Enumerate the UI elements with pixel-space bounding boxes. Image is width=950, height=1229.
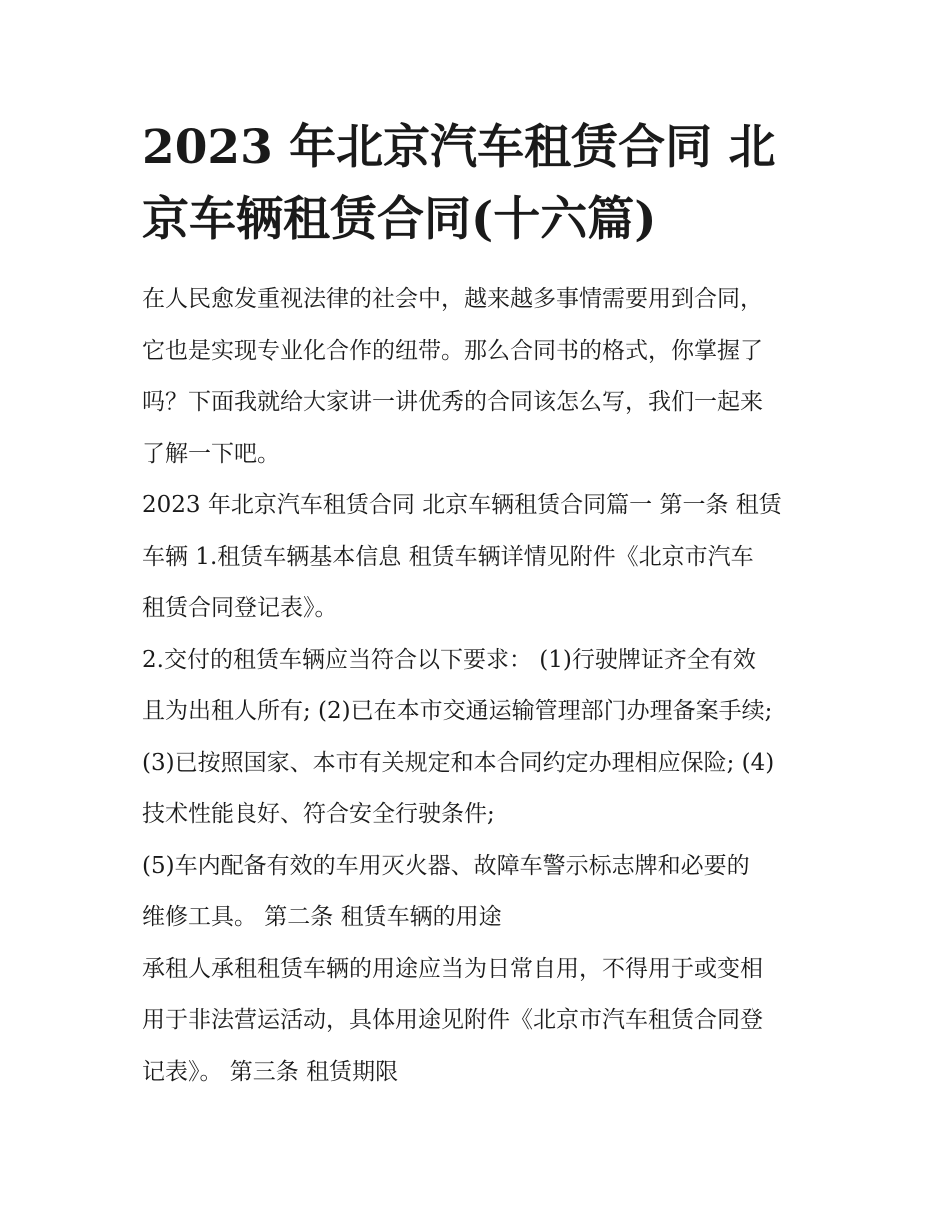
title-line: 2023 年北京汽车租赁合同 北	[142, 120, 776, 175]
text-line: 且为出租人所有; (2)已在本市交通运输管理部门办理备案手续;	[142, 698, 773, 724]
usage-paragraph	[142, 944, 814, 1099]
text-line: 在人民愈发重视法律的社会中，越来越多事情需要用到合同，	[142, 286, 763, 312]
text-line: 吗？下面我就给大家讲一讲优秀的合同该怎么写，我们一起来	[142, 389, 763, 415]
text-line: 承租人承租租赁车辆的用途应当为日常自用，不得用于或变相	[142, 955, 763, 982]
delivery-requirements-paragraph	[142, 635, 814, 841]
article-one-paragraph	[142, 480, 814, 635]
text-line: 记表》。 第三条 租赁期限	[142, 1058, 399, 1085]
text-line: 用于非法营运活动，具体用途见附件《北京市汽车租赁合同登	[142, 1007, 763, 1033]
text-line: (5)车内配备有效的车用灭火器、故障车警示标志牌和必要的	[142, 852, 750, 879]
text-line: 维修工具。 第二条 租赁车辆的用途	[142, 904, 502, 930]
intro-paragraph	[142, 274, 814, 480]
text-line: 2023 年北京汽车租赁合同 北京车辆租赁合同篇一 第一条 租赁	[142, 492, 782, 518]
text-line: 它也是实现专业化合作的纽带。那么合同书的格式，你掌握了	[142, 337, 763, 364]
equipment-paragraph	[142, 841, 814, 944]
text-line: 租赁合同登记表》。	[142, 595, 338, 621]
text-line: 2.交付的租赁车辆应当符合以下要求： (1)行驶牌证齐全有效	[142, 646, 756, 673]
document-page	[142, 112, 814, 1098]
text-line: (3)已按照国家、本市有关规定和本合同约定办理相应保险; (4)	[142, 749, 775, 776]
document-title	[142, 112, 814, 256]
title-line: 京车辆租赁合同(十六篇)	[142, 192, 657, 247]
text-line: 车辆 1.租赁车辆基本信息 租赁车辆详情见附件《北京市汽车	[142, 543, 754, 570]
text-line: 了解一下吧。	[142, 440, 280, 467]
text-line: 技术性能良好、符合安全行驶条件;	[142, 801, 495, 827]
